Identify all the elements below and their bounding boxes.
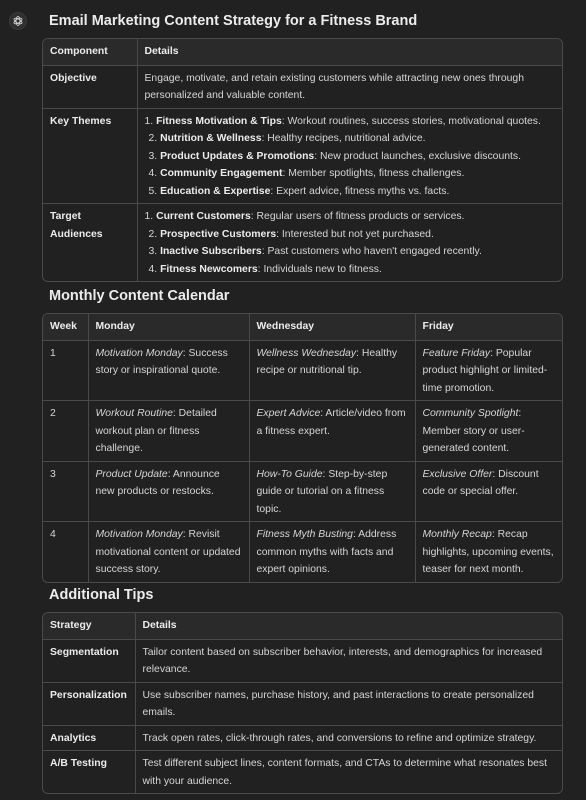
section-heading-tips: Additional Tips	[49, 587, 154, 603]
strategy-cell: Personalization	[43, 682, 135, 725]
row-label: Target Audiences	[43, 204, 137, 282]
key-themes-list	[145, 113, 556, 201]
row-details	[137, 204, 562, 282]
list-item: 1. Fitness Motivation & Tips: Workout routines, success stories, motivational quotes.	[144, 115, 541, 127]
row-label: Objective	[43, 65, 137, 108]
monday-cell: Motivation Monday: Success story or inspirational quote.	[88, 340, 249, 401]
table-row	[43, 522, 562, 582]
page-title: Email Marketing Content Strategy for a Fitness Brand	[49, 13, 418, 29]
section-heading-calendar: Monthly Content Calendar	[49, 288, 230, 304]
list-item: 3. Inactive Subscribers: Past customers who haven't engaged recently.	[148, 246, 482, 257]
target-audiences-list	[145, 208, 556, 278]
column-header: Details	[137, 39, 562, 65]
week-cell: 3	[43, 461, 88, 522]
assistant-avatar	[9, 12, 27, 30]
monday-cell: Workout Routine: Detailed workout plan or fitness challenge.	[88, 401, 249, 462]
table-row	[43, 725, 562, 751]
table-header-row	[43, 39, 562, 65]
week-cell: 4	[43, 522, 88, 582]
table-row	[43, 461, 562, 522]
column-header: Component	[43, 39, 137, 65]
wednesday-cell: Expert Advice: Article/video from a fitness expert.	[249, 401, 415, 462]
table-row	[43, 751, 562, 794]
week-cell: 2	[43, 401, 88, 462]
friday-cell: Monthly Recap: Recap highlights, upcoming events, teaser for next month.	[422, 529, 554, 575]
strategy-table	[42, 38, 563, 282]
wednesday-cell: Wellness Wednesday: Healthy recipe or nutritional tip.	[249, 340, 415, 401]
list-item: 2. Nutrition & Wellness: Healthy recipes, nutritional advice.	[148, 133, 426, 144]
monday-cell: Motivation Monday: Revisit motivational content or updated success story.	[88, 522, 249, 582]
list-item: 5. Education & Expertise: Expert advice, fitness myths vs. facts.	[148, 185, 450, 197]
friday-cell: Community Spotlight: Member story or user-generated content.	[415, 401, 562, 462]
details-cell: Use subscriber names, purchase history, and past interactions to create personalized emails.	[135, 682, 562, 725]
table-row	[43, 401, 562, 462]
tips-table	[42, 612, 563, 794]
table-row	[43, 682, 562, 725]
week-cell: 1	[43, 340, 88, 401]
column-header: Monday	[88, 314, 249, 340]
list-item: 3. Product Updates & Promotions: New product launches, exclusive discounts.	[148, 150, 521, 162]
friday-cell: Exclusive Offer: Discount code or special offer.	[415, 461, 562, 522]
row-details	[137, 108, 562, 204]
details-cell: Track open rates, click-through rates, and conversions to refine and optimize strategy.	[135, 725, 562, 751]
list-item: 4. Community Engagement: Member spotlights, fitness challenges.	[148, 168, 465, 179]
table-row	[43, 108, 562, 204]
list-item: 2. Prospective Customers: Interested but not yet purchased.	[148, 228, 434, 240]
column-header: Week	[43, 314, 88, 340]
table-row	[43, 639, 562, 682]
calendar-table	[42, 313, 563, 583]
list-item: 1. Current Customers: Regular users of fitness products or services.	[144, 211, 465, 222]
list-item: 4. Fitness Newcomers: Individuals new to fitness.	[148, 263, 382, 275]
row-label: Key Themes	[43, 108, 137, 204]
column-header: Wednesday	[249, 314, 415, 340]
wednesday-cell: How-To Guide: Step-by-step guide or tutorial on a fitness topic.	[249, 461, 415, 522]
strategy-cell: Analytics	[43, 725, 135, 751]
table-header-row	[43, 613, 562, 639]
details-cell: Tailor content based on subscriber behavior, interests, and demographics for increased relevance.	[135, 639, 562, 682]
chatgpt-logo-icon	[12, 15, 24, 27]
column-header: Details	[135, 613, 562, 639]
row-details: Engage, motivate, and retain existing customers while attracting new ones through personalized and valuable content.	[137, 65, 562, 108]
strategy-cell: Segmentation	[43, 639, 135, 682]
wednesday-cell: Fitness Myth Busting: Address common myths with facts and expert opinions.	[249, 522, 415, 582]
strategy-cell: A/B Testing	[43, 751, 135, 794]
details-cell: Test different subject lines, content formats, and CTAs to determine what resonates best with your audience.	[142, 758, 547, 787]
table-header-row	[43, 314, 562, 340]
monday-cell: Product Update: Announce new products or restocks.	[88, 461, 249, 522]
column-header: Friday	[415, 314, 562, 340]
column-header: Strategy	[43, 613, 135, 639]
friday-cell: Feature Friday: Popular product highlight or limited-time promotion.	[415, 340, 562, 401]
table-row	[43, 65, 562, 108]
table-row	[43, 340, 562, 401]
table-row	[43, 204, 562, 282]
